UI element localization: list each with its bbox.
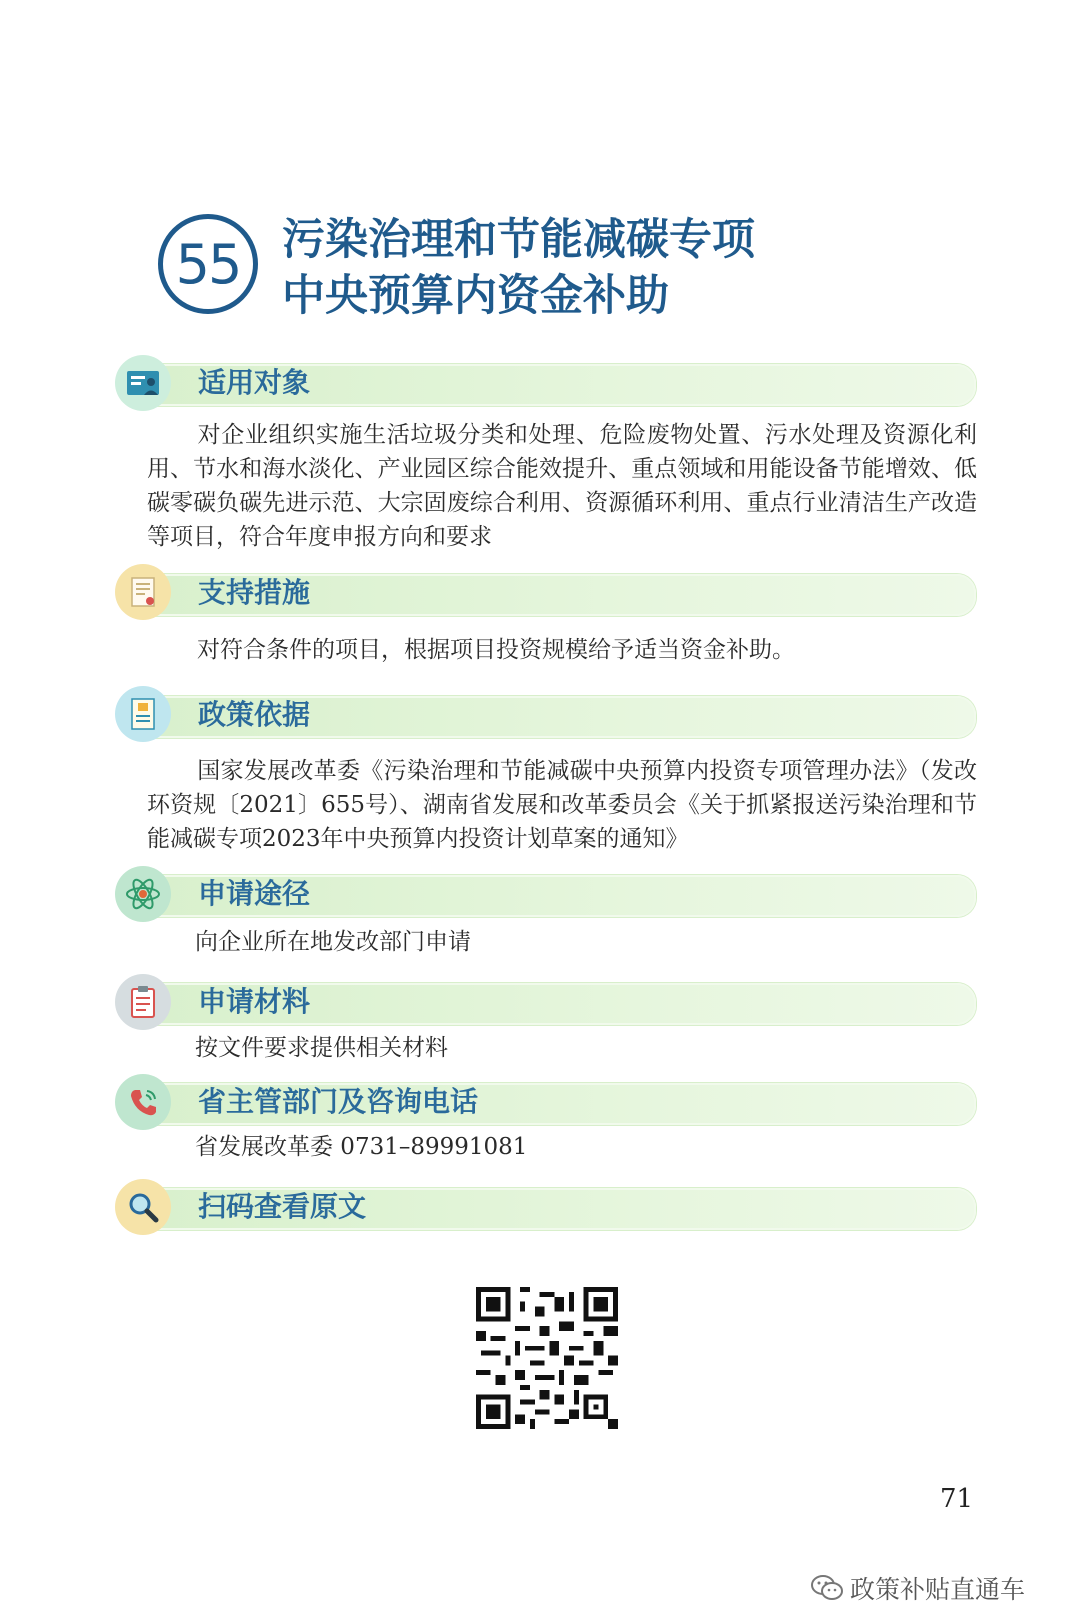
page-title [282,212,1022,324]
certificate-icon [115,564,171,620]
watermark [810,1570,1025,1606]
support-text: 对符合条件的项目，根据项目投资规模给予适当资金补助。 [197,637,795,663]
section-title-applicable: 适用对象 [198,366,311,399]
section-body-contact: 省发展改革委 0731–89991081 [195,1134,528,1160]
wechat-icon [810,1574,844,1602]
qr-code[interactable] [476,1287,618,1429]
clipboard-icon [115,974,171,1030]
section-title-contact: 省主管部门及咨询电话 [198,1085,479,1118]
title-line-2: 中央预算内资金补助 [282,271,669,321]
phone-icon [115,1074,171,1130]
policy-text: 国家发展改革委《污染治理和节能减碳中央预算内投资专项管理办法》（发改环资规〔2021〕655号）、湖南省发展和改革委员会《关于抓紧报送污染治理和节能减碳专项2023年中央预算内投资计划草案的通知》 [147,758,977,852]
title-line-1: 污染治理和节能减碳专项 [282,215,755,265]
section-title-materials: 申请材料 [198,985,311,1018]
section-body-support [147,633,977,667]
section-body-applicable [147,418,977,554]
section-title-channel: 申请途径 [198,877,311,910]
section-body-channel: 向企业所在地发改部门申请 [195,929,471,955]
magnifier-icon [115,1179,171,1235]
section-title-scan: 扫码查看原文 [198,1190,367,1223]
id-card-icon [115,355,171,411]
section-title-support: 支持措施 [198,576,311,609]
applicable-text: 对企业组织实施生活垃圾分类和处理、危险废物处置、污水处理及资源化利用、节水和海水淡化、产业园区综合能效提升、重点领域和用能设备节能增效、低碳零碳负碳先进示范、大宗固废综合利用、资源循环利用、重点行业清洁生产改造等项目，符合年度申报方向和要求 [147,422,977,550]
section-body-materials: 按文件要求提供相关材料 [195,1035,448,1061]
section-title-policy: 政策依据 [198,698,311,731]
document-icon [115,686,171,742]
page-number: 71 [940,1484,974,1514]
section-number-circle [158,214,258,314]
atom-icon [115,866,171,922]
section-body-policy [147,754,977,856]
section-number: 55 [175,232,241,296]
watermark-text: 政策补贴直通车 [850,1575,1026,1604]
